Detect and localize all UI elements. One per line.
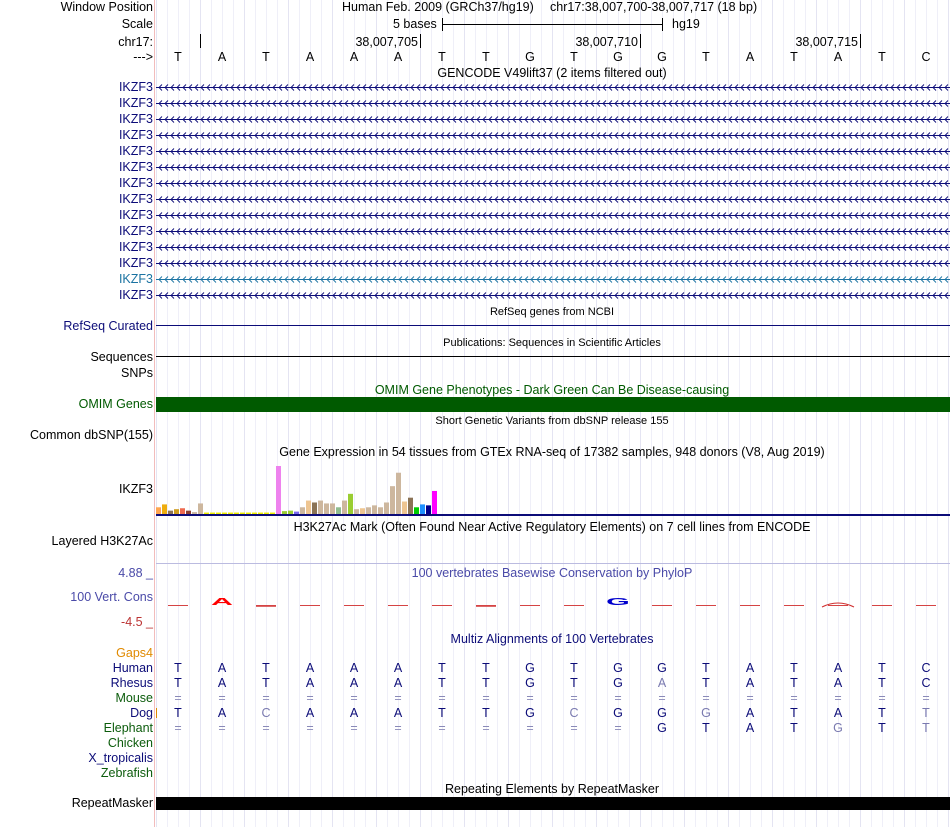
multiz-base: A (745, 706, 755, 720)
phylop-score-bar (828, 605, 848, 606)
multiz-base: A (833, 676, 843, 690)
multiz-base: G (525, 661, 535, 675)
gtex-tissue-bar (258, 513, 263, 514)
multiz-base: = (394, 721, 402, 735)
sequence-base: A (305, 50, 315, 64)
multiz-base: C (921, 661, 931, 675)
gencode-gene-label[interactable]: IKZF3 (118, 112, 153, 126)
multiz-base: T (702, 676, 710, 690)
omim-gene-bar[interactable] (156, 397, 950, 412)
gencode-gene-label[interactable]: IKZF3 (118, 96, 153, 110)
multiz-base: A (349, 661, 359, 675)
gtex-tissue-bar (174, 509, 179, 514)
gtex-tissue-bar (222, 513, 227, 514)
gtex-tissue-bar (366, 507, 371, 514)
multiz-base: T (262, 661, 270, 675)
sequences-track-title[interactable]: Publications: Sequences in Scientific Articles (443, 337, 661, 349)
gtex-tissue-bar (276, 466, 281, 514)
window-position-label: Window Position (60, 0, 153, 14)
gencode-transcript[interactable] (156, 290, 950, 301)
multiz-base: A (349, 676, 359, 690)
multiz-base: = (262, 721, 270, 735)
gtex-tissue-bar (336, 507, 341, 514)
snps-track-label[interactable]: SNPs (121, 366, 153, 380)
multiz-base: T (790, 706, 798, 720)
gap-marker (156, 708, 157, 718)
phylop-min-label: -4.5 _ (121, 615, 153, 629)
gtex-tissue-bar (360, 508, 365, 514)
gaps-label: Gaps4 (116, 646, 153, 660)
multiz-base: T (174, 676, 182, 690)
multiz-species-label[interactable]: Human (112, 661, 153, 675)
gtex-expression-chart[interactable] (156, 460, 950, 518)
gtex-tissue-bar (270, 513, 275, 514)
refseq-track-label[interactable]: RefSeq Curated (63, 319, 153, 333)
gtex-tissue-bar (384, 502, 389, 514)
multiz-base: A (657, 676, 667, 690)
phylop-score-bar (652, 605, 672, 606)
multiz-base: A (393, 706, 403, 720)
multiz-base: = (614, 721, 622, 735)
gencode-track-title[interactable]: GENCODE V49lift37 (2 items filtered out) (437, 66, 667, 80)
gtex-tissue-bar (216, 513, 221, 514)
phylop-score-bar (872, 605, 892, 606)
multiz-base: = (262, 691, 270, 705)
phylop-logo-letter: G (606, 595, 630, 608)
gencode-transcript[interactable] (156, 274, 950, 285)
multiz-base: G (525, 706, 535, 720)
gtex-tissue-bar (192, 512, 197, 514)
gtex-tissue-bar (180, 508, 185, 514)
gtex-tissue-bar (378, 507, 383, 514)
sequence-base: A (217, 50, 227, 64)
multiz-base: = (350, 691, 358, 705)
refseq-track-title[interactable]: RefSeq genes from NCBI (489, 306, 615, 318)
sequence-base: G (613, 50, 623, 64)
gtex-tissue-bar (294, 512, 299, 514)
sequence-base: T (790, 50, 798, 64)
coord-tick (200, 34, 201, 48)
multiz-base: T (878, 721, 886, 735)
multiz-base: C (261, 706, 271, 720)
multiz-base: A (217, 706, 227, 720)
coord-tick-label: 38,007,710 (575, 35, 638, 49)
multiz-base: = (614, 691, 622, 705)
omim-track-label[interactable]: OMIM Genes (78, 397, 153, 411)
gtex-tissue-bar (162, 504, 167, 514)
multiz-base: G (613, 706, 623, 720)
multiz-base: G (613, 676, 623, 690)
multiz-base: C (921, 676, 931, 690)
multiz-base: A (745, 721, 755, 735)
gtex-tissue-bar (306, 501, 311, 514)
multiz-base: = (526, 691, 534, 705)
multiz-base: A (745, 661, 755, 675)
phylop-conservation-plot[interactable] (156, 580, 950, 626)
multiz-base: T (438, 676, 446, 690)
label-gutter-divider (154, 0, 155, 827)
multiz-base: T (570, 661, 578, 675)
gtex-tissue-bar (324, 503, 329, 514)
gencode-transcript[interactable] (156, 210, 950, 221)
phylop-max-label: 4.88 _ (118, 566, 153, 580)
multiz-base: T (174, 706, 182, 720)
multiz-base: A (393, 661, 403, 675)
gencode-transcript[interactable] (156, 242, 950, 253)
multiz-base: = (482, 691, 490, 705)
multiz-base: = (306, 691, 314, 705)
gencode-transcript[interactable] (156, 258, 950, 269)
gencode-transcript[interactable] (156, 146, 950, 157)
h3k27ac-track-label[interactable]: Layered H3K27Ac (51, 534, 153, 548)
multiz-base: = (482, 721, 490, 735)
sequence-base: T (702, 50, 710, 64)
gencode-gene-label[interactable]: IKZF3 (118, 160, 153, 174)
position-text: chr17:38,007,700-38,007,717 (18 bp) (550, 0, 758, 14)
multiz-base: T (482, 661, 490, 675)
gencode-gene-label[interactable]: IKZF3 (118, 128, 153, 142)
gencode-gene-label[interactable]: IKZF3 (118, 192, 153, 206)
phylop-score-bar (168, 605, 188, 606)
gencode-transcript[interactable] (156, 82, 950, 93)
phylop-track-label[interactable]: 100 Vert. Cons (70, 590, 153, 604)
phylop-score-bar (784, 605, 804, 606)
multiz-base: T (878, 676, 886, 690)
sequence-base: G (657, 50, 667, 64)
gencode-transcript[interactable] (156, 178, 950, 189)
sequence-base: T (482, 50, 490, 64)
gtex-tissue-bar (198, 503, 203, 514)
coord-tick-label: 38,007,715 (795, 35, 858, 49)
sequence-base: A (393, 50, 403, 64)
repeatmasker-track-label[interactable]: RepeatMasker (71, 796, 153, 810)
sequence-base: G (525, 50, 535, 64)
gtex-tissue-bar (300, 507, 305, 514)
multiz-base: A (745, 676, 755, 690)
phylop-score-bar (476, 605, 496, 607)
gencode-transcript[interactable] (156, 226, 950, 237)
gtex-tissue-bar (312, 502, 317, 514)
gencode-gene-label[interactable]: IKZF3 (118, 288, 153, 302)
refseq-track-line (156, 325, 950, 326)
multiz-base: = (174, 721, 182, 735)
strand-label: ---> (133, 50, 153, 64)
gencode-gene-label[interactable]: IKZF3 (118, 256, 153, 270)
multiz-base: = (702, 691, 710, 705)
sequence-base: A (745, 50, 755, 64)
gtex-tissue-bar (186, 511, 191, 514)
sequence-base: A (833, 50, 843, 64)
gtex-tissue-bar (264, 513, 269, 514)
phylop-logo-letter: A (211, 595, 233, 608)
sequence-base: T (438, 50, 446, 64)
gencode-gene-label[interactable]: IKZF3 (118, 272, 153, 286)
gtex-tissue-bar (426, 505, 431, 514)
multiz-species-label[interactable]: X_tropicalis (88, 751, 153, 765)
multiz-base: A (217, 676, 227, 690)
multiz-base: = (570, 691, 578, 705)
multiz-base: G (613, 661, 623, 675)
multiz-base: T (174, 661, 182, 675)
multiz-species-label[interactable]: Rhesus (110, 676, 153, 690)
gencode-gene-label[interactable]: IKZF3 (118, 144, 153, 158)
multiz-base: T (790, 661, 798, 675)
scale-text: 5 bases (393, 17, 437, 31)
gtex-tissue-bar (246, 513, 251, 514)
gencode-transcript[interactable] (156, 130, 950, 141)
multiz-base: = (526, 721, 534, 735)
gtex-gene-line (156, 514, 950, 516)
multiz-base: G (657, 706, 667, 720)
omim-track-title[interactable]: OMIM Gene Phenotypes - Dark Green Can Be Disease-causing (374, 383, 730, 397)
multiz-base: T (878, 661, 886, 675)
phylop-score-bar (432, 605, 452, 606)
gtex-tissue-bar (390, 486, 395, 514)
multiz-base: A (393, 676, 403, 690)
dbsnp-track-label[interactable]: Common dbSNP(155) (30, 428, 153, 442)
gtex-track-title[interactable]: Gene Expression in 54 tissues from GTEx RNA-seq of 17382 samples, 948 donors (V8, Aug 2019) (279, 445, 825, 459)
multiz-base: G (701, 706, 711, 720)
gencode-transcript[interactable] (156, 194, 950, 205)
multiz-base: = (658, 691, 666, 705)
h3k27ac-track-title[interactable]: H3K27Ac Mark (Often Found Near Active Regulatory Elements) on 7 cell lines from ENCODE (293, 520, 811, 534)
gtex-tissue-bar (282, 511, 287, 514)
gtex-tissue-bar (288, 511, 293, 514)
multiz-base: G (525, 676, 535, 690)
coord-tick-label: 38,007,705 (355, 35, 418, 49)
sequence-base: T (878, 50, 886, 64)
gtex-tissue-bar (402, 502, 407, 514)
multiz-base: = (746, 691, 754, 705)
gtex-tissue-bar (330, 503, 335, 514)
multiz-species-label[interactable]: Elephant (103, 721, 153, 735)
phylop-score-bar (740, 605, 760, 606)
multiz-base: A (305, 676, 315, 690)
gencode-gene-label[interactable]: IKZF3 (118, 208, 153, 222)
multiz-base: A (305, 706, 315, 720)
sequence-base: T (262, 50, 270, 64)
h3k27ac-baseline (156, 563, 950, 564)
phylop-track-title[interactable]: 100 vertebrates Basewise Conservation by PhyloP (411, 566, 693, 580)
multiz-base: T (922, 721, 930, 735)
multiz-base: C (569, 706, 579, 720)
multiz-base: T (790, 676, 798, 690)
multiz-base: G (657, 661, 667, 675)
gencode-gene-label[interactable]: IKZF3 (118, 224, 153, 238)
phylop-score-bar (344, 605, 364, 606)
multiz-base: G (833, 721, 843, 735)
multiz-base: = (306, 721, 314, 735)
multiz-species-label[interactable]: Dog (130, 706, 153, 720)
gtex-tissue-bar (420, 504, 425, 514)
multiz-species-label[interactable]: Mouse (115, 691, 153, 705)
multiz-base: = (878, 691, 886, 705)
phylop-score-bar (300, 605, 320, 606)
sequence-base: C (921, 50, 931, 64)
phylop-score-bar (564, 605, 584, 606)
gtex-tissue-bar (228, 513, 233, 514)
multiz-base: = (438, 691, 446, 705)
gtex-tissue-bar (414, 507, 419, 514)
multiz-base: A (833, 661, 843, 675)
multiz-base: T (922, 706, 930, 720)
sequence-base: T (174, 50, 182, 64)
phylop-score-bar (696, 605, 716, 606)
repeatmasker-track-title[interactable]: Repeating Elements by RepeatMasker (444, 782, 660, 796)
gtex-tissue-bar (210, 513, 215, 514)
chrom-label: chr17: (118, 35, 153, 49)
multiz-base: T (438, 661, 446, 675)
multiz-base: T (790, 721, 798, 735)
coord-tick (860, 34, 861, 48)
gtex-tissue-bar (354, 509, 359, 514)
scale-label: Scale (121, 17, 153, 31)
gtex-tissue-bar (240, 513, 245, 514)
gtex-tissue-bar (234, 513, 239, 514)
multiz-base: = (350, 721, 358, 735)
phylop-score-bar (520, 605, 540, 606)
dbsnp-track-title[interactable]: Short Genetic Variants from dbSNP release 155 (435, 415, 669, 427)
multiz-base: T (702, 661, 710, 675)
multiz-species-label[interactable]: Chicken (107, 736, 153, 750)
gencode-gene-label[interactable]: IKZF3 (118, 240, 153, 254)
phylop-score-bar (916, 605, 936, 606)
scale-bar (442, 17, 664, 32)
multiz-base: T (482, 706, 490, 720)
assembly-text: Human Feb. 2009 (GRCh37/hg19) (342, 0, 534, 14)
multiz-base: = (922, 691, 930, 705)
gencode-gene-label[interactable]: IKZF3 (118, 80, 153, 94)
multiz-species-label[interactable]: Zebrafish (100, 766, 153, 780)
multiz-base: T (438, 706, 446, 720)
coord-tick (640, 34, 641, 48)
multiz-base: G (657, 721, 667, 735)
multiz-base: = (834, 691, 842, 705)
multiz-base: = (218, 691, 226, 705)
gtex-track-label[interactable]: IKZF3 (118, 482, 153, 496)
scale-db: hg19 (672, 17, 700, 31)
multiz-base: T (702, 721, 710, 735)
multiz-base: T (878, 706, 886, 720)
gtex-tissue-bar (348, 494, 353, 514)
gtex-tissue-bar (396, 473, 401, 514)
multiz-base: A (305, 661, 315, 675)
gencode-transcript[interactable] (156, 114, 950, 125)
gtex-tissue-bar (252, 513, 257, 514)
gtex-tissue-bar (342, 501, 347, 514)
coord-tick (420, 34, 421, 48)
gtex-tissue-bar (372, 505, 377, 514)
multiz-base: = (174, 691, 182, 705)
multiz-base: A (217, 661, 227, 675)
gencode-gene-label[interactable]: IKZF3 (118, 176, 153, 190)
multiz-base: A (833, 706, 843, 720)
gencode-transcript[interactable] (156, 162, 950, 173)
phylop-score-bar (256, 605, 276, 607)
phylop-score-bar (388, 605, 408, 606)
gtex-tissue-bar (408, 498, 413, 514)
multiz-base: = (218, 721, 226, 735)
multiz-base: = (438, 721, 446, 735)
gtex-tissue-bar (432, 491, 437, 514)
multiz-base: A (349, 706, 359, 720)
multiz-track-title[interactable]: Multiz Alignments of 100 Vertebrates (450, 632, 654, 646)
multiz-base: = (570, 721, 578, 735)
multiz-base: T (482, 676, 490, 690)
sequences-track-label[interactable]: Sequences (90, 350, 153, 364)
sequence-base: T (570, 50, 578, 64)
gtex-tissue-bar (168, 511, 173, 514)
multiz-base: = (790, 691, 798, 705)
gtex-tissue-bar (156, 507, 161, 514)
multiz-base: = (394, 691, 402, 705)
multiz-base: T (570, 676, 578, 690)
sequences-track-line (156, 356, 950, 357)
multiz-base: T (262, 676, 270, 690)
gtex-tissue-bar (204, 513, 209, 514)
gencode-transcript[interactable] (156, 98, 950, 109)
sequence-base: A (349, 50, 359, 64)
gtex-tissue-bar (318, 501, 323, 514)
repeatmasker-element[interactable] (156, 797, 950, 810)
